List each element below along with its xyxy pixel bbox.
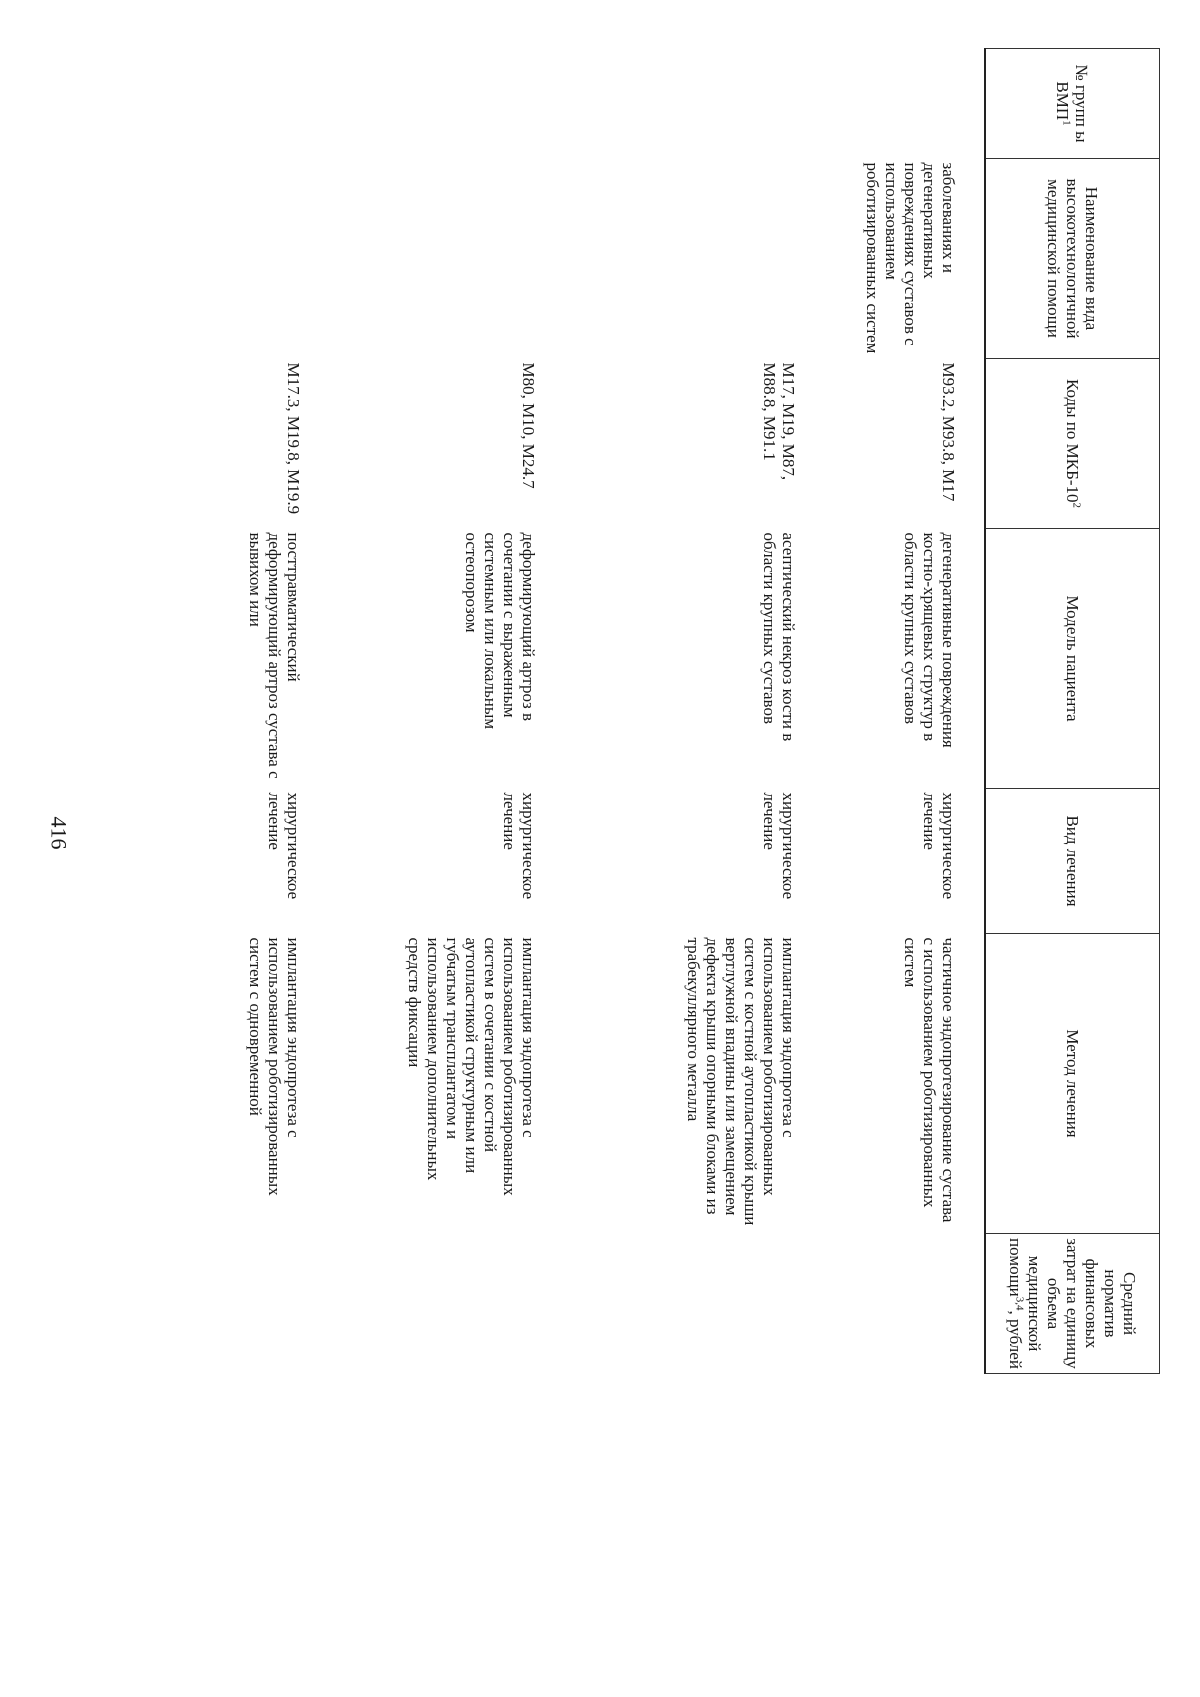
cell-treatment-type: хирургическое лечение [760,792,798,900]
cell-treatment-type: хирургическое лечение [500,792,538,900]
cell-codes: M17, M19, M87, M88.8, M91.1 [760,362,798,481]
header-patient-model: Модель пациента [985,529,1160,789]
cell-patient-model: дегенеративные повреждения костно-хрящевых структур в области крупных суставов [901,532,958,748]
cell-cost [538,1234,798,1374]
cell-treatment-type: хирургическое лечение [920,792,958,900]
cell-codes: M80, M10, M24.7 [519,362,538,489]
cell-name [193,159,303,359]
page-number: 416 [46,816,72,850]
cell-method: имплантация эндопротеза с использованием роботизированных систем с одновременной [246,937,303,1196]
table-row [193,49,303,1374]
cell-name [538,159,798,359]
cell-method: имплантация эндопротеза с использованием роботизированных систем в сочетании с костной аутопластикой структурным или губчатым трансплантатом и использованием дополнительных средств фиксации [405,937,538,1196]
cell-group-no [303,49,538,159]
cell-cost [303,1234,538,1374]
header-name: Наименование вида высокотехнологичной медицинской помощи [985,159,1160,359]
header-group-no: № групп ы ВМП$^1$ [985,49,1160,159]
vmp-table [193,48,1160,1374]
header-treatment-type: Вид лечения [985,789,1160,934]
cell-patient-model: деформирующий артроз в сочетании с выраженным системным или локальным остеопорозом [462,532,538,730]
header-codes: Коды по МКБ-$10^2$ [985,359,1160,529]
cell-group-no [798,49,958,159]
table-header-row [985,49,1160,1374]
cell-cost [193,1234,303,1374]
cell-codes: M17.3, M19.8, M19.9 [284,362,303,515]
cell-patient-model: асептический некроз кости в области крупных суставов [760,532,798,742]
cell-treatment-type: хирургическое лечение [265,792,303,900]
cell-group-no [193,49,303,159]
cell-group-no [538,49,798,159]
header-cost: Средний норматив финансовых затрат на единицу объема медицинской помощи$^{3,4}$, рублей [985,1234,1160,1374]
rotated-page [50,48,1160,1648]
cell-patient-model: посттравматический деформирующий артроз сустава с вывихом или [246,532,303,779]
cell-name [303,159,538,359]
table-row [798,49,958,1374]
table-row [538,49,798,1374]
cell-name: заболеваниях и дегенеративных повреждениях суставов с использованием роботизированных систем [863,162,958,354]
cell-method: имплантация эндопротеза с использованием роботизированных систем с костной аутопластикой крыши вертлужной впадины или замещением дефекта крыши опорными блоками из трабекуллярного металла [684,937,798,1226]
header-method: Метод лечения [985,934,1160,1234]
table-row [303,49,538,1374]
cell-method: частичное эндопротезирование сустава с использованием роботизированных систем [901,937,958,1223]
cell-codes: M93.2, M93.8, M17 [939,362,958,502]
cell-cost [798,1234,958,1374]
